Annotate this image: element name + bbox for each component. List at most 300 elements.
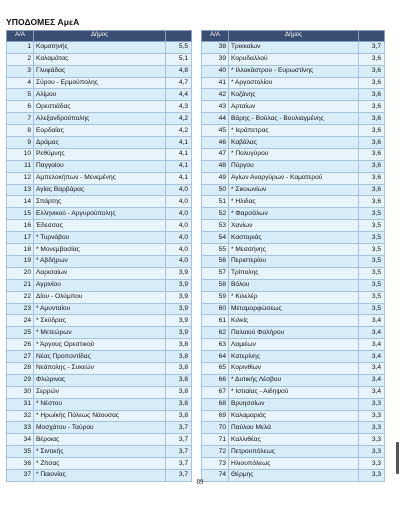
score-cell: 3,9: [166, 291, 192, 303]
score-cell: 3,4: [359, 315, 385, 327]
page-number: 89: [196, 478, 204, 486]
rank-cell: 64: [202, 351, 229, 363]
municipality-cell: Αρταίων: [229, 101, 359, 113]
rank-cell: 14: [7, 196, 34, 208]
rank-cell: 55: [202, 244, 229, 256]
score-cell: 3,5: [359, 279, 385, 291]
score-cell: 3,7: [166, 458, 192, 470]
municipality-cell: * Τυρνάβου: [34, 232, 166, 244]
rank-cell: 37: [7, 469, 34, 481]
table-row: [7, 279, 192, 291]
rank-cell: 59: [202, 291, 229, 303]
rank-cell: 31: [7, 398, 34, 410]
score-cell: 5,5: [166, 41, 192, 53]
municipality-cell: Πύργου: [229, 160, 359, 172]
rank-cell: 74: [202, 469, 229, 481]
rank-cell: 56: [202, 255, 229, 267]
score-cell: 3,6: [359, 65, 385, 77]
municipality-cell: Κιλκίς: [229, 315, 359, 327]
ranking-table-right: [201, 30, 385, 482]
municipality-cell: * Αμυνταίου: [34, 303, 166, 315]
municipality-cell: * Ζίτσας: [34, 458, 166, 470]
rank-cell: 57: [202, 267, 229, 279]
score-cell: 3,3: [359, 434, 385, 446]
score-cell: 3,4: [359, 386, 385, 398]
table-row: [202, 267, 385, 279]
rank-cell: 4: [7, 77, 34, 89]
score-cell: 3,3: [359, 410, 385, 422]
table-row: [7, 446, 192, 458]
rank-cell: 38: [202, 41, 229, 53]
municipality-cell: * Ηλιδας: [229, 196, 359, 208]
score-cell: 3,9: [166, 303, 192, 315]
score-cell: 3,6: [359, 184, 385, 196]
table-row: [202, 77, 385, 89]
score-cell: 3,4: [359, 374, 385, 386]
rank-cell: 1: [7, 41, 34, 53]
municipality-cell: Παγγαίου: [34, 160, 166, 172]
municipality-cell: * Πολυγύρου: [229, 148, 359, 160]
municipality-cell: * Ιεράπετρας: [229, 125, 359, 137]
table-row: [7, 160, 192, 172]
score-cell: 3,9: [166, 327, 192, 339]
table-row: [7, 374, 192, 386]
score-cell: 3,4: [359, 327, 385, 339]
table-row: [202, 434, 385, 446]
municipality-cell: Καστοριάς: [229, 232, 359, 244]
rank-cell: 35: [7, 446, 34, 458]
municipality-cell: * Παιονίας: [34, 469, 166, 481]
municipality-cell: Κοζάνης: [229, 89, 359, 101]
table-row: [202, 315, 385, 327]
score-cell: 3,8: [166, 351, 192, 363]
table-row: [7, 89, 192, 101]
score-cell: 3,7: [166, 469, 192, 481]
table-row: [202, 196, 385, 208]
rank-cell: 45: [202, 125, 229, 137]
rank-cell: 33: [7, 422, 34, 434]
score-cell: 3,9: [166, 267, 192, 279]
table-row: [202, 279, 385, 291]
score-cell: 3,4: [359, 339, 385, 351]
score-column-header: [166, 31, 192, 42]
municipality-cell: Χανίων: [229, 220, 359, 232]
score-cell: 3,5: [359, 255, 385, 267]
score-cell: 3,6: [359, 53, 385, 65]
score-cell: 4,0: [166, 255, 192, 267]
score-cell: 3,6: [359, 101, 385, 113]
table-header-row: [202, 31, 385, 42]
table-row: [202, 244, 385, 256]
score-cell: 4,0: [166, 232, 192, 244]
municipality-cell: Κορινθίων: [229, 362, 359, 374]
rank-cell: 6: [7, 101, 34, 113]
table-row: [7, 125, 192, 137]
table-row: [7, 291, 192, 303]
municipality-cell: * Άργους Ορεστικού: [34, 339, 166, 351]
rank-cell: 18: [7, 244, 34, 256]
score-cell: 3,3: [359, 446, 385, 458]
score-cell: 3,3: [359, 398, 385, 410]
score-cell: 3,4: [359, 351, 385, 363]
score-cell: 3,6: [359, 89, 385, 101]
score-cell: 4,7: [166, 77, 192, 89]
municipality-cell: Βάρης - Βούλας - Βουλιαγμένης: [229, 113, 359, 125]
score-cell: 3,6: [359, 172, 385, 184]
table-row: [7, 41, 192, 53]
municipality-cell: Έδεσσας: [34, 220, 166, 232]
municipality-column-header: Δήμος: [34, 31, 166, 42]
score-cell: 4,0: [166, 184, 192, 196]
municipality-cell: Ρεθύμνης: [34, 148, 166, 160]
rank-cell: 3: [7, 65, 34, 77]
table-row: [202, 53, 385, 65]
municipality-cell: Σύρου - Ερμούπολης: [34, 77, 166, 89]
score-cell: 3,5: [359, 303, 385, 315]
municipality-cell: * Ιλλοκάστρου - Ευρωστίνης: [229, 65, 359, 77]
rank-cell: 21: [7, 279, 34, 291]
table-row: [7, 77, 192, 89]
score-cell: 3,5: [359, 291, 385, 303]
rank-cell: 46: [202, 137, 229, 149]
table-row: [202, 160, 385, 172]
table-row: [7, 434, 192, 446]
municipality-cell: * Μονεμβασίας: [34, 244, 166, 256]
rank-cell: 29: [7, 374, 34, 386]
rank-cell: 44: [202, 113, 229, 125]
table-row: [7, 220, 192, 232]
rank-cell: 54: [202, 232, 229, 244]
table-row: [7, 172, 192, 184]
table-row: [7, 267, 192, 279]
municipality-cell: Λαρισαίων: [34, 267, 166, 279]
municipality-cell: Ελληνικού - Αργυρούπολης: [34, 208, 166, 220]
score-cell: 3,3: [359, 469, 385, 481]
rank-cell: 61: [202, 315, 229, 327]
rank-cell: 47: [202, 148, 229, 160]
municipality-cell: Αμπελοκήπων - Μενεμένης: [34, 172, 166, 184]
score-cell: 4,1: [166, 148, 192, 160]
page-title: ΥΠΟΔΟΜΕΣ ΑμεΑ: [6, 17, 80, 27]
table-row: [202, 232, 385, 244]
score-cell: 4,0: [166, 208, 192, 220]
rank-cell: 23: [7, 303, 34, 315]
table-row: [7, 327, 192, 339]
score-cell: 4,1: [166, 160, 192, 172]
rank-cell: 39: [202, 53, 229, 65]
municipality-cell: Κορυδαλλού: [229, 53, 359, 65]
score-cell: 3,5: [359, 244, 385, 256]
score-cell: 3,9: [166, 279, 192, 291]
rank-column-header: Α/Α: [7, 31, 34, 42]
score-cell: 4,0: [166, 196, 192, 208]
rank-cell: 63: [202, 339, 229, 351]
table-row: [202, 351, 385, 363]
municipality-cell: Βόλου: [229, 279, 359, 291]
score-cell: 3,6: [359, 113, 385, 125]
score-cell: 4,2: [166, 113, 192, 125]
table-row: [202, 327, 385, 339]
score-cell: 3,8: [166, 339, 192, 351]
score-cell: 4,0: [166, 244, 192, 256]
table-row: [202, 422, 385, 434]
table-row: [7, 351, 192, 363]
municipality-cell: * Αργοστολίου: [229, 77, 359, 89]
municipality-cell: Κομοτηνής: [34, 41, 166, 53]
table-header-row: [7, 31, 192, 42]
rank-cell: 5: [7, 89, 34, 101]
municipality-cell: Γλυφάδας: [34, 65, 166, 77]
table-row: [202, 208, 385, 220]
table-row: [202, 41, 385, 53]
municipality-cell: Περιστερίου: [229, 255, 359, 267]
score-cell: 3,3: [359, 422, 385, 434]
table-row: [7, 244, 192, 256]
municipality-cell: Αγίων Αναργύρων - Καματερού: [229, 172, 359, 184]
score-cell: 3,5: [359, 220, 385, 232]
table-row: [7, 53, 192, 65]
municipality-cell: * Δυτικής Λέσβου: [229, 374, 359, 386]
municipality-cell: Παύλου Μελά: [229, 422, 359, 434]
rank-cell: 73: [202, 458, 229, 470]
score-cell: 3,6: [359, 125, 385, 137]
table-row: [7, 208, 192, 220]
table-row: [7, 422, 192, 434]
table-row: [202, 125, 385, 137]
municipality-cell: Μοσχάτου - Ταύρου: [34, 422, 166, 434]
score-cell: 3,7: [166, 446, 192, 458]
rank-cell: 2: [7, 53, 34, 65]
municipality-cell: * Μεσσήνης: [229, 244, 359, 256]
table-row: [7, 113, 192, 125]
rank-cell: 36: [7, 458, 34, 470]
rank-cell: 53: [202, 220, 229, 232]
rank-cell: 66: [202, 374, 229, 386]
rank-cell: 68: [202, 398, 229, 410]
score-cell: 3,6: [359, 160, 385, 172]
table-row: [7, 458, 192, 470]
municipality-cell: Κατερίνης: [229, 351, 359, 363]
municipality-cell: Δίου - Ολύμπου: [34, 291, 166, 303]
rank-cell: 15: [7, 208, 34, 220]
table-row: [7, 196, 192, 208]
rank-cell: 58: [202, 279, 229, 291]
rank-cell: 16: [7, 220, 34, 232]
municipality-cell: * Μετεώρων: [34, 327, 166, 339]
rank-cell: 30: [7, 386, 34, 398]
rank-cell: 32: [7, 410, 34, 422]
municipality-cell: Αλίμου: [34, 89, 166, 101]
table-row: [202, 220, 385, 232]
municipality-cell: * Νέστου: [34, 398, 166, 410]
table-row: [202, 65, 385, 77]
municipality-cell: Σερρών: [34, 386, 166, 398]
score-cell: 3,8: [166, 362, 192, 374]
score-cell: 3,8: [166, 410, 192, 422]
score-cell: 3,6: [359, 77, 385, 89]
score-cell: 3,7: [166, 422, 192, 434]
table-row: [7, 65, 192, 77]
table-row: [7, 398, 192, 410]
rank-cell: 42: [202, 89, 229, 101]
rank-cell: 62: [202, 327, 229, 339]
score-cell: 3,5: [359, 232, 385, 244]
municipality-cell: Τρίπολης: [229, 267, 359, 279]
rank-cell: 72: [202, 446, 229, 458]
score-cell: 4,1: [166, 137, 192, 149]
table-row: [7, 303, 192, 315]
municipality-cell: Καλλιθέας: [229, 434, 359, 446]
rank-cell: 12: [7, 172, 34, 184]
score-cell: 4,1: [166, 172, 192, 184]
table-row: [7, 410, 192, 422]
municipality-cell: Νέας Προποντίδας: [34, 351, 166, 363]
municipality-cell: Καλαμάτας: [34, 53, 166, 65]
table-row: [202, 458, 385, 470]
municipality-cell: Τρικκαίων: [229, 41, 359, 53]
rank-cell: 60: [202, 303, 229, 315]
score-cell: 3,7: [359, 41, 385, 53]
municipality-cell: Αλεξανδρούπολης: [34, 113, 166, 125]
ranking-table-left: [6, 30, 192, 482]
scrollbar[interactable]: [396, 442, 399, 474]
rank-cell: 65: [202, 362, 229, 374]
table-row: [7, 386, 192, 398]
table-row: [202, 137, 385, 149]
score-cell: 3,8: [166, 386, 192, 398]
score-cell: 3,3: [359, 458, 385, 470]
table-row: [202, 410, 385, 422]
table-row: [202, 113, 385, 125]
municipality-cell: Πετρουπόλεως: [229, 446, 359, 458]
municipality-cell: Βρυησσίων: [229, 398, 359, 410]
municipality-cell: * Αβδήρων: [34, 255, 166, 267]
score-cell: 4,4: [166, 89, 192, 101]
municipality-cell: Θέρμης: [229, 469, 359, 481]
rank-cell: 7: [7, 113, 34, 125]
rank-cell: 27: [7, 351, 34, 363]
score-cell: 3,9: [166, 315, 192, 327]
rank-cell: 70: [202, 422, 229, 434]
table-row: [7, 101, 192, 113]
rank-cell: 26: [7, 339, 34, 351]
municipality-cell: Αγίας Βαρβάρας: [34, 184, 166, 196]
rank-cell: 11: [7, 160, 34, 172]
municipality-cell: Αγρινίου: [34, 279, 166, 291]
table-row: [7, 137, 192, 149]
rank-cell: 50: [202, 184, 229, 196]
table-row: [202, 446, 385, 458]
table-row: [202, 184, 385, 196]
rank-cell: 8: [7, 125, 34, 137]
table-row: [202, 386, 385, 398]
municipality-cell: Σπάρτης: [34, 196, 166, 208]
municipality-cell: Ηλιουπόλεως: [229, 458, 359, 470]
score-cell: 3,6: [359, 137, 385, 149]
table-row: [7, 148, 192, 160]
municipality-cell: Φλώρινας: [34, 374, 166, 386]
municipality-cell: * Σικυωνίων: [229, 184, 359, 196]
municipality-cell: * Φαρσάλων: [229, 208, 359, 220]
rank-cell: 51: [202, 196, 229, 208]
municipality-cell: Νεάπολης - Συκεών: [34, 362, 166, 374]
table-row: [202, 148, 385, 160]
score-cell: 3,5: [359, 208, 385, 220]
rank-cell: 69: [202, 410, 229, 422]
score-cell: 3,6: [359, 148, 385, 160]
table-row: [202, 303, 385, 315]
table-row: [7, 184, 192, 196]
score-cell: 3,8: [166, 398, 192, 410]
municipality-cell: Εορδαίας: [34, 125, 166, 137]
score-cell: 3,4: [359, 362, 385, 374]
municipality-cell: Λαμιέων: [229, 339, 359, 351]
municipality-cell: Βέροιας: [34, 434, 166, 446]
table-row: [202, 398, 385, 410]
municipality-cell: * Κιλελέρ: [229, 291, 359, 303]
rank-cell: 28: [7, 362, 34, 374]
score-cell: 4,0: [166, 220, 192, 232]
table-row: [7, 339, 192, 351]
rank-cell: 41: [202, 77, 229, 89]
municipality-cell: Μεταμορφώσεως: [229, 303, 359, 315]
rank-cell: 19: [7, 255, 34, 267]
rank-cell: 24: [7, 315, 34, 327]
rank-cell: 67: [202, 386, 229, 398]
rank-cell: 10: [7, 148, 34, 160]
score-cell: 3,6: [359, 196, 385, 208]
table-row: [202, 374, 385, 386]
score-cell: 3,8: [166, 374, 192, 386]
table-row: [202, 339, 385, 351]
rank-cell: 40: [202, 65, 229, 77]
rank-cell: 9: [7, 137, 34, 149]
table-row: [202, 255, 385, 267]
rank-cell: 43: [202, 101, 229, 113]
table-row: [7, 255, 192, 267]
municipality-cell: * Σιντικής: [34, 446, 166, 458]
municipality-column-header: Δήμος: [229, 31, 359, 42]
score-column-header: [359, 31, 385, 42]
score-cell: 3,7: [166, 434, 192, 446]
table-row: [202, 172, 385, 184]
rank-cell: 48: [202, 160, 229, 172]
municipality-cell: * Ηρωϊκής Πόλεως Νάουσας: [34, 410, 166, 422]
rank-cell: 71: [202, 434, 229, 446]
rank-cell: 49: [202, 172, 229, 184]
score-cell: 4,3: [166, 101, 192, 113]
municipality-cell: Δράμας: [34, 137, 166, 149]
table-row: [7, 315, 192, 327]
municipality-cell: Καβάλας: [229, 137, 359, 149]
municipality-cell: Παλαιού Φαλήρου: [229, 327, 359, 339]
municipality-cell: Ορεστιάδας: [34, 101, 166, 113]
table-row: [202, 291, 385, 303]
rank-cell: 17: [7, 232, 34, 244]
municipality-cell: * Ιστιαίας - Αιδηψού: [229, 386, 359, 398]
table-row: [7, 362, 192, 374]
rank-cell: 52: [202, 208, 229, 220]
rank-cell: 22: [7, 291, 34, 303]
rank-column-header: Α/Α: [202, 31, 229, 42]
rank-cell: 13: [7, 184, 34, 196]
table-row: [202, 362, 385, 374]
table-row: [202, 89, 385, 101]
score-cell: 5,1: [166, 53, 192, 65]
municipality-cell: Καλαμαριάς: [229, 410, 359, 422]
rank-cell: 34: [7, 434, 34, 446]
score-cell: 3,5: [359, 267, 385, 279]
